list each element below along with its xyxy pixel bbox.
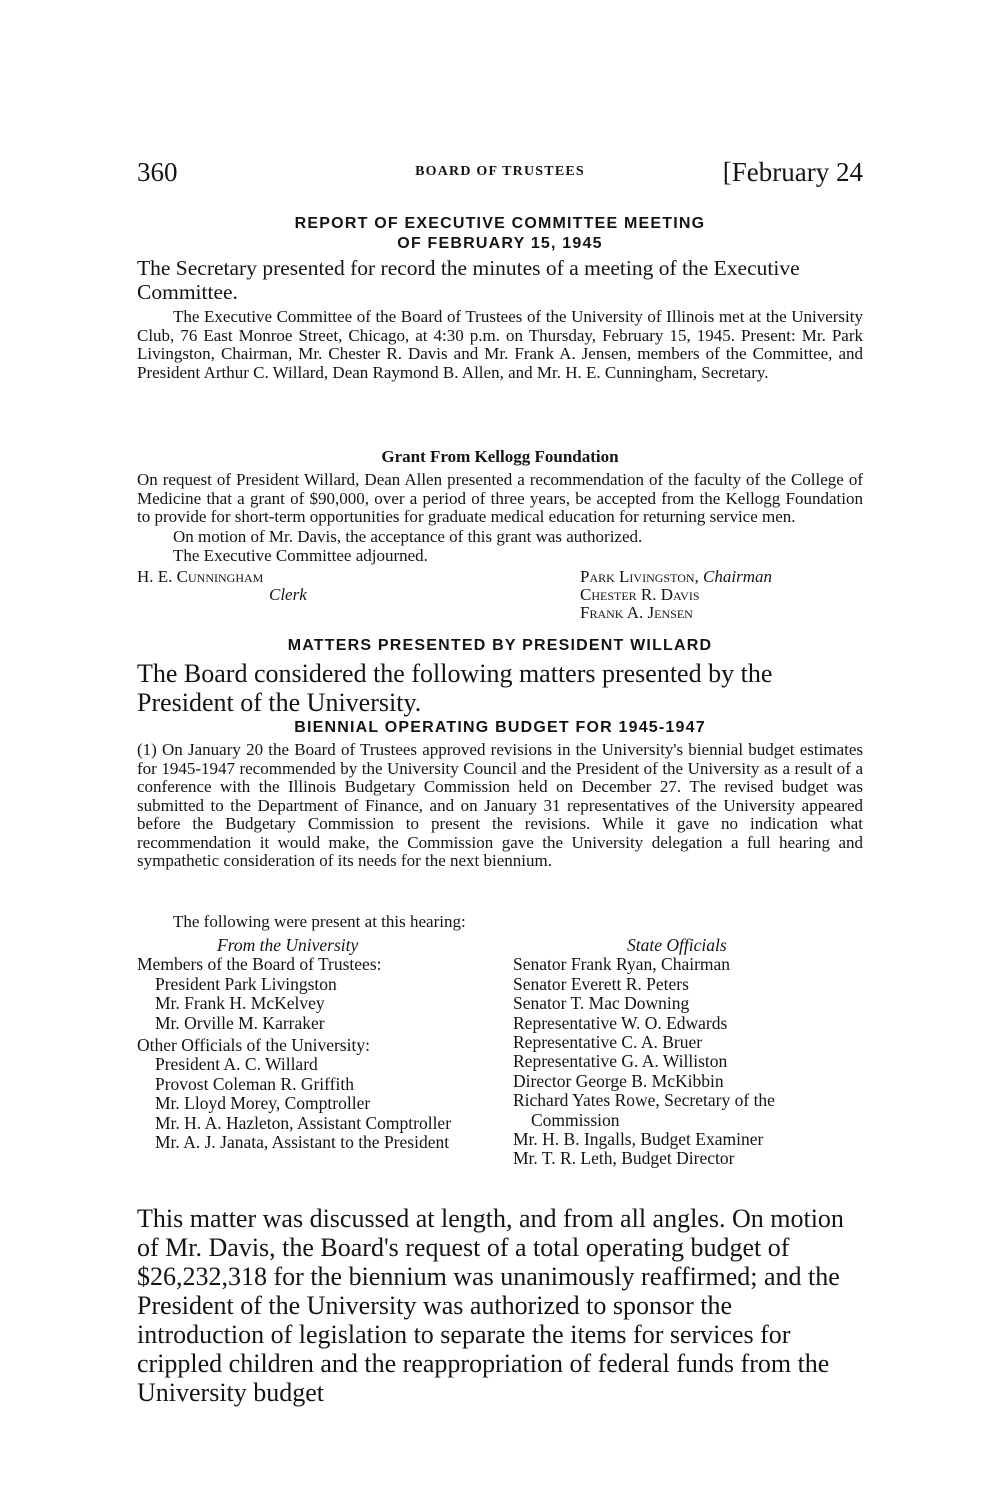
running-header [137,157,863,197]
official-item: Representative W. O. Edwards [513,1012,728,1033]
attendee-group-label: Members of the Board of Trustees: [137,954,382,975]
exec-minutes-text: The Executive Committee of the Board of Trustees of the University of Illinois met at the University Club, 76 East Monroe Street, Chicago, at 4:30 p.m. on Thursday, February 15, 1945. Present: Mr. Park Livingston, Chairman, Mr. Chester R. Davis and Mr. Frank A. Jensen, members of the Committee, and President Arthur C. Willard, Dean Raymond B. Allen, and Mr. H. E. Cunningham, Secretary. [137,307,863,382]
kellogg-grant-paragraph: On request of President Willard, Dean Allen presented a recommendation of the faculty of the College of Medicine that a grant of $90,000, over a period of three years, be accepted from the Kellogg Foundation to provide for short-term opportunities for graduate medical education for returning service men. [137,470,863,526]
exec-adjourned-text: The Executive Committee adjourned. [173,545,428,565]
exec-report-heading [137,214,863,254]
official-item: Representative G. A. Williston [513,1051,728,1072]
attendee-item: Mr. H. A. Hazleton, Assistant Comptroller [155,1112,452,1133]
clerk-title: Clerk [269,585,307,604]
state-officials [513,936,863,1169]
attendee-item: Mr. Frank H. McKelvey [155,993,325,1014]
official-item: Representative C. A. Bruer [513,1032,703,1053]
kellogg-motion-text: On motion of Mr. Davis, the acceptance of this grant was authorized. [173,527,643,546]
exec-report-intro: The Secretary presented for record the minutes of a meeting of the Executive Committee. [137,256,800,304]
official-item: Senator Frank Ryan, Chairman [513,954,731,975]
official-item: Mr. H. B. Ingalls, Budget Examiner [513,1129,764,1150]
matters-heading: MATTERS PRESENTED BY PRESIDENT WILLARD [287,637,713,654]
kellogg-motion-paragraph [137,528,863,565]
matters-intro: The Board considered the following matters presented by the President of the University. [137,659,773,717]
header-date: [February 24 [722,157,863,187]
attendee-item: President Park Livingston [155,973,337,994]
chairman-name: Park Livingston, [580,567,699,586]
exec-minutes-paragraph [137,308,863,382]
attendee-group-label: Other Officials of the University: [137,1035,370,1056]
attendee-item: Mr. A. J. Janata, Assistant to the President [155,1132,450,1153]
clerk-name: H. E. Cunningham [137,567,264,586]
hearing-intro-text: The following were present at this hearing: [173,912,466,931]
official-item: Senator Everett R. Peters [513,973,689,994]
university-column-heading: From the University [217,935,359,955]
budget-paragraph: (1) On January 20 the Board of Trustees approved revisions in the University's biennial budget estimates for 1945-1947 recommended by the University Council and the President of the University as a result of a conference with the Illinois Budgetary Commission held on December 27. The revised budget was submitted to the Department of Finance, and on January 31 representatives of the University appeared before the Budgetary Commission to present the revisions. While it gave no indication what recommendation it would make, the Commission gave the University delegation a full hearing and sympathetic consideration of its needs for the next biennium. [137,740,863,870]
closing-paragraph: This matter was discussed at length, and from all angles. On motion of Mr. Davis, the Board's request of a total operating budget of $26,232,318 for the biennium was unanimously reaffirmed; and the President of the University was authorized to sponsor the introduction of legislation to separate the items for services for crippled children and the reappropriation of federal funds from the University budget [137,1204,844,1407]
kellogg-subheading: Grant From Kellogg Foundation [381,447,619,466]
official-item: Director George B. McKibbin [513,1070,724,1091]
budget-heading: BIENNIAL OPERATING BUDGET FOR 1945-1947 [294,719,706,736]
official-item: Senator T. Mac Downing [513,993,690,1014]
signature-block [137,568,863,640]
official-item: Richard Yates Rowe, Secretary of the Commission [513,1090,775,1130]
attendee-item: Mr. Lloyd Morey, Comptroller [155,1093,371,1114]
attendee-item: President A. C. Willard [155,1054,318,1075]
state-column-heading: State Officials [627,935,727,955]
exec-report-heading-line2: OF FEBRUARY 15, 1945 [397,235,603,252]
member-davis: Chester R. Davis [580,585,700,604]
page-number: 360 [137,157,178,187]
exec-report-heading-line1: REPORT OF EXECUTIVE COMMITTEE MEETING [294,215,706,232]
hearing-intro [137,913,863,932]
attendee-item: Provost Coleman R. Griffith [155,1073,354,1094]
chairman-title: Chairman [703,567,773,586]
attendee-item: Mr. Orville M. Karraker [155,1012,325,1033]
member-jensen: Frank A. Jensen [580,603,693,622]
committee-signatures [580,568,772,622]
attendee-columns [137,936,863,1190]
running-title: BOARD OF TRUSTEES [415,164,585,179]
official-item: Mr. T. R. Leth, Budget Director [513,1148,735,1169]
university-attendees [137,936,477,1152]
